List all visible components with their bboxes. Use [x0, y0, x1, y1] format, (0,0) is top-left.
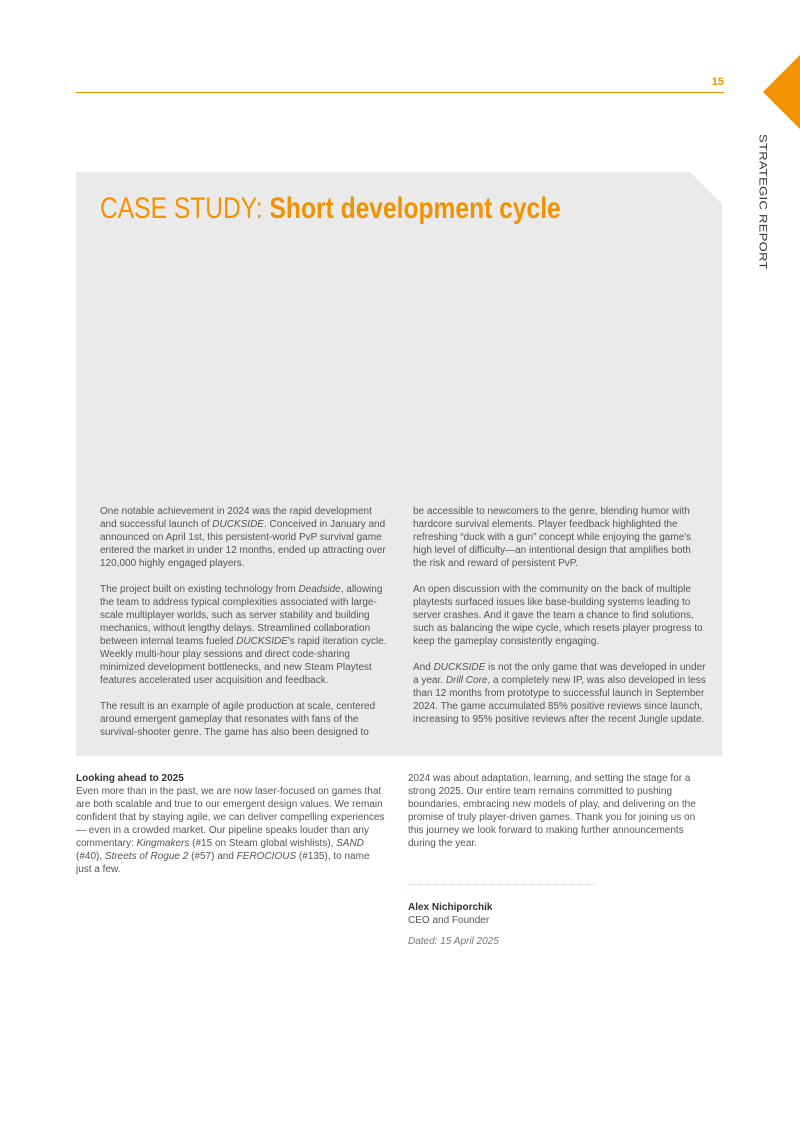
paragraph: And DUCKSIDE is not the only game that was developed in under a year. Drill Core, a completely new IP, was also developed in less than 12 months from prototype to successful launch in September 2024. The game accumulated 85% positive reviews since launch, increasing to 95% positive reviews after the recent Jungle update. [413, 662, 706, 725]
outlook-column-2 [408, 772, 713, 863]
case-study-title-main: Short development cycle [269, 192, 561, 225]
paragraph: Even more than in the past, we are now laser-focused on games that are both scalable and true to our emergent design values. We remain confident that by staying agile, we can deliver compelling experiences — even in a crowded market. Our pipeline speaks louder than any commentary: Kingmakers (#15 on Steam global wishlists), SAND (#40), Streets of Rogue 2 (#57) and FEROCIOUS (#135), to name just a few. [76, 786, 385, 875]
paragraph: One notable achievement in 2024 was the rapid development and successful launch of DUCKSIDE. Conceived in January and announced on April 1st, this persistent-world PvP survival game entered the market in under 12 months, ended up attracting over 120,000 highly engaged players. [100, 506, 386, 569]
paragraph: 2024 was about adaptation, learning, and setting the stage for a strong 2025. Our entire team remains committed to pushing boundaries, embracing new models of play, and delivering on the promise of truly player-driven games. Thank you for joining us on this journey we look forward to making further announcements during the year. [408, 773, 696, 849]
signature-rule [408, 884, 596, 885]
outlook-column-1 [76, 772, 386, 889]
corner-tab-decoration [763, 55, 800, 129]
paragraph: be accessible to newcomers to the genre, blending humor with hardcore survival elements. Player feedback highlighted the refreshing “duck with a gun” concept while enjoying the game's high level of difficulty—an intentional design that amplifies both the risk and reward of persistent PvP. [413, 506, 692, 569]
header-rule [76, 92, 724, 93]
signatory-name: Alex Nichiporchik [408, 902, 493, 913]
section-label: STRATEGIC REPORT [757, 134, 770, 270]
case-study-title-prefix: CASE STUDY: [100, 192, 263, 225]
page-number: 15 [711, 76, 724, 88]
case-study-column-1 [100, 505, 390, 752]
paragraph: The result is an example of agile production at scale, centered around emergent gameplay that resonates with fans of the survival-shooter genre. The game has also been designed to [100, 701, 376, 738]
outlook-heading: Looking ahead to 2025 [76, 773, 184, 784]
paragraph: An open discussion with the community on the back of multiple playtests surfaced issues like base-building systems leading to server crashes. And it gave the team a chance to find solutions, such as balancing the wipe cycle, which resets player progress to keep the gameplay consistently engaging. [413, 584, 703, 647]
signatory-role: CEO and Founder [408, 915, 490, 926]
signature-date: Dated: 15 April 2025 [408, 936, 499, 947]
paragraph: The project built on existing technology from Deadside, allowing the team to address typical complexities associated with large-scale multiplayer worlds, such as server stability and building mechanics, without lengthy delays. Streamlined collaboration between internal teams fueled DUCKSIDE's rapid iteration cycle. Weekly multi-hour play sessions and direct code-sharing minimized development bottlenecks, and new Steam Playtest features accelerated user acquisition and feedback. [100, 584, 387, 686]
case-study-column-2 [413, 505, 707, 739]
case-study-title [100, 192, 561, 226]
